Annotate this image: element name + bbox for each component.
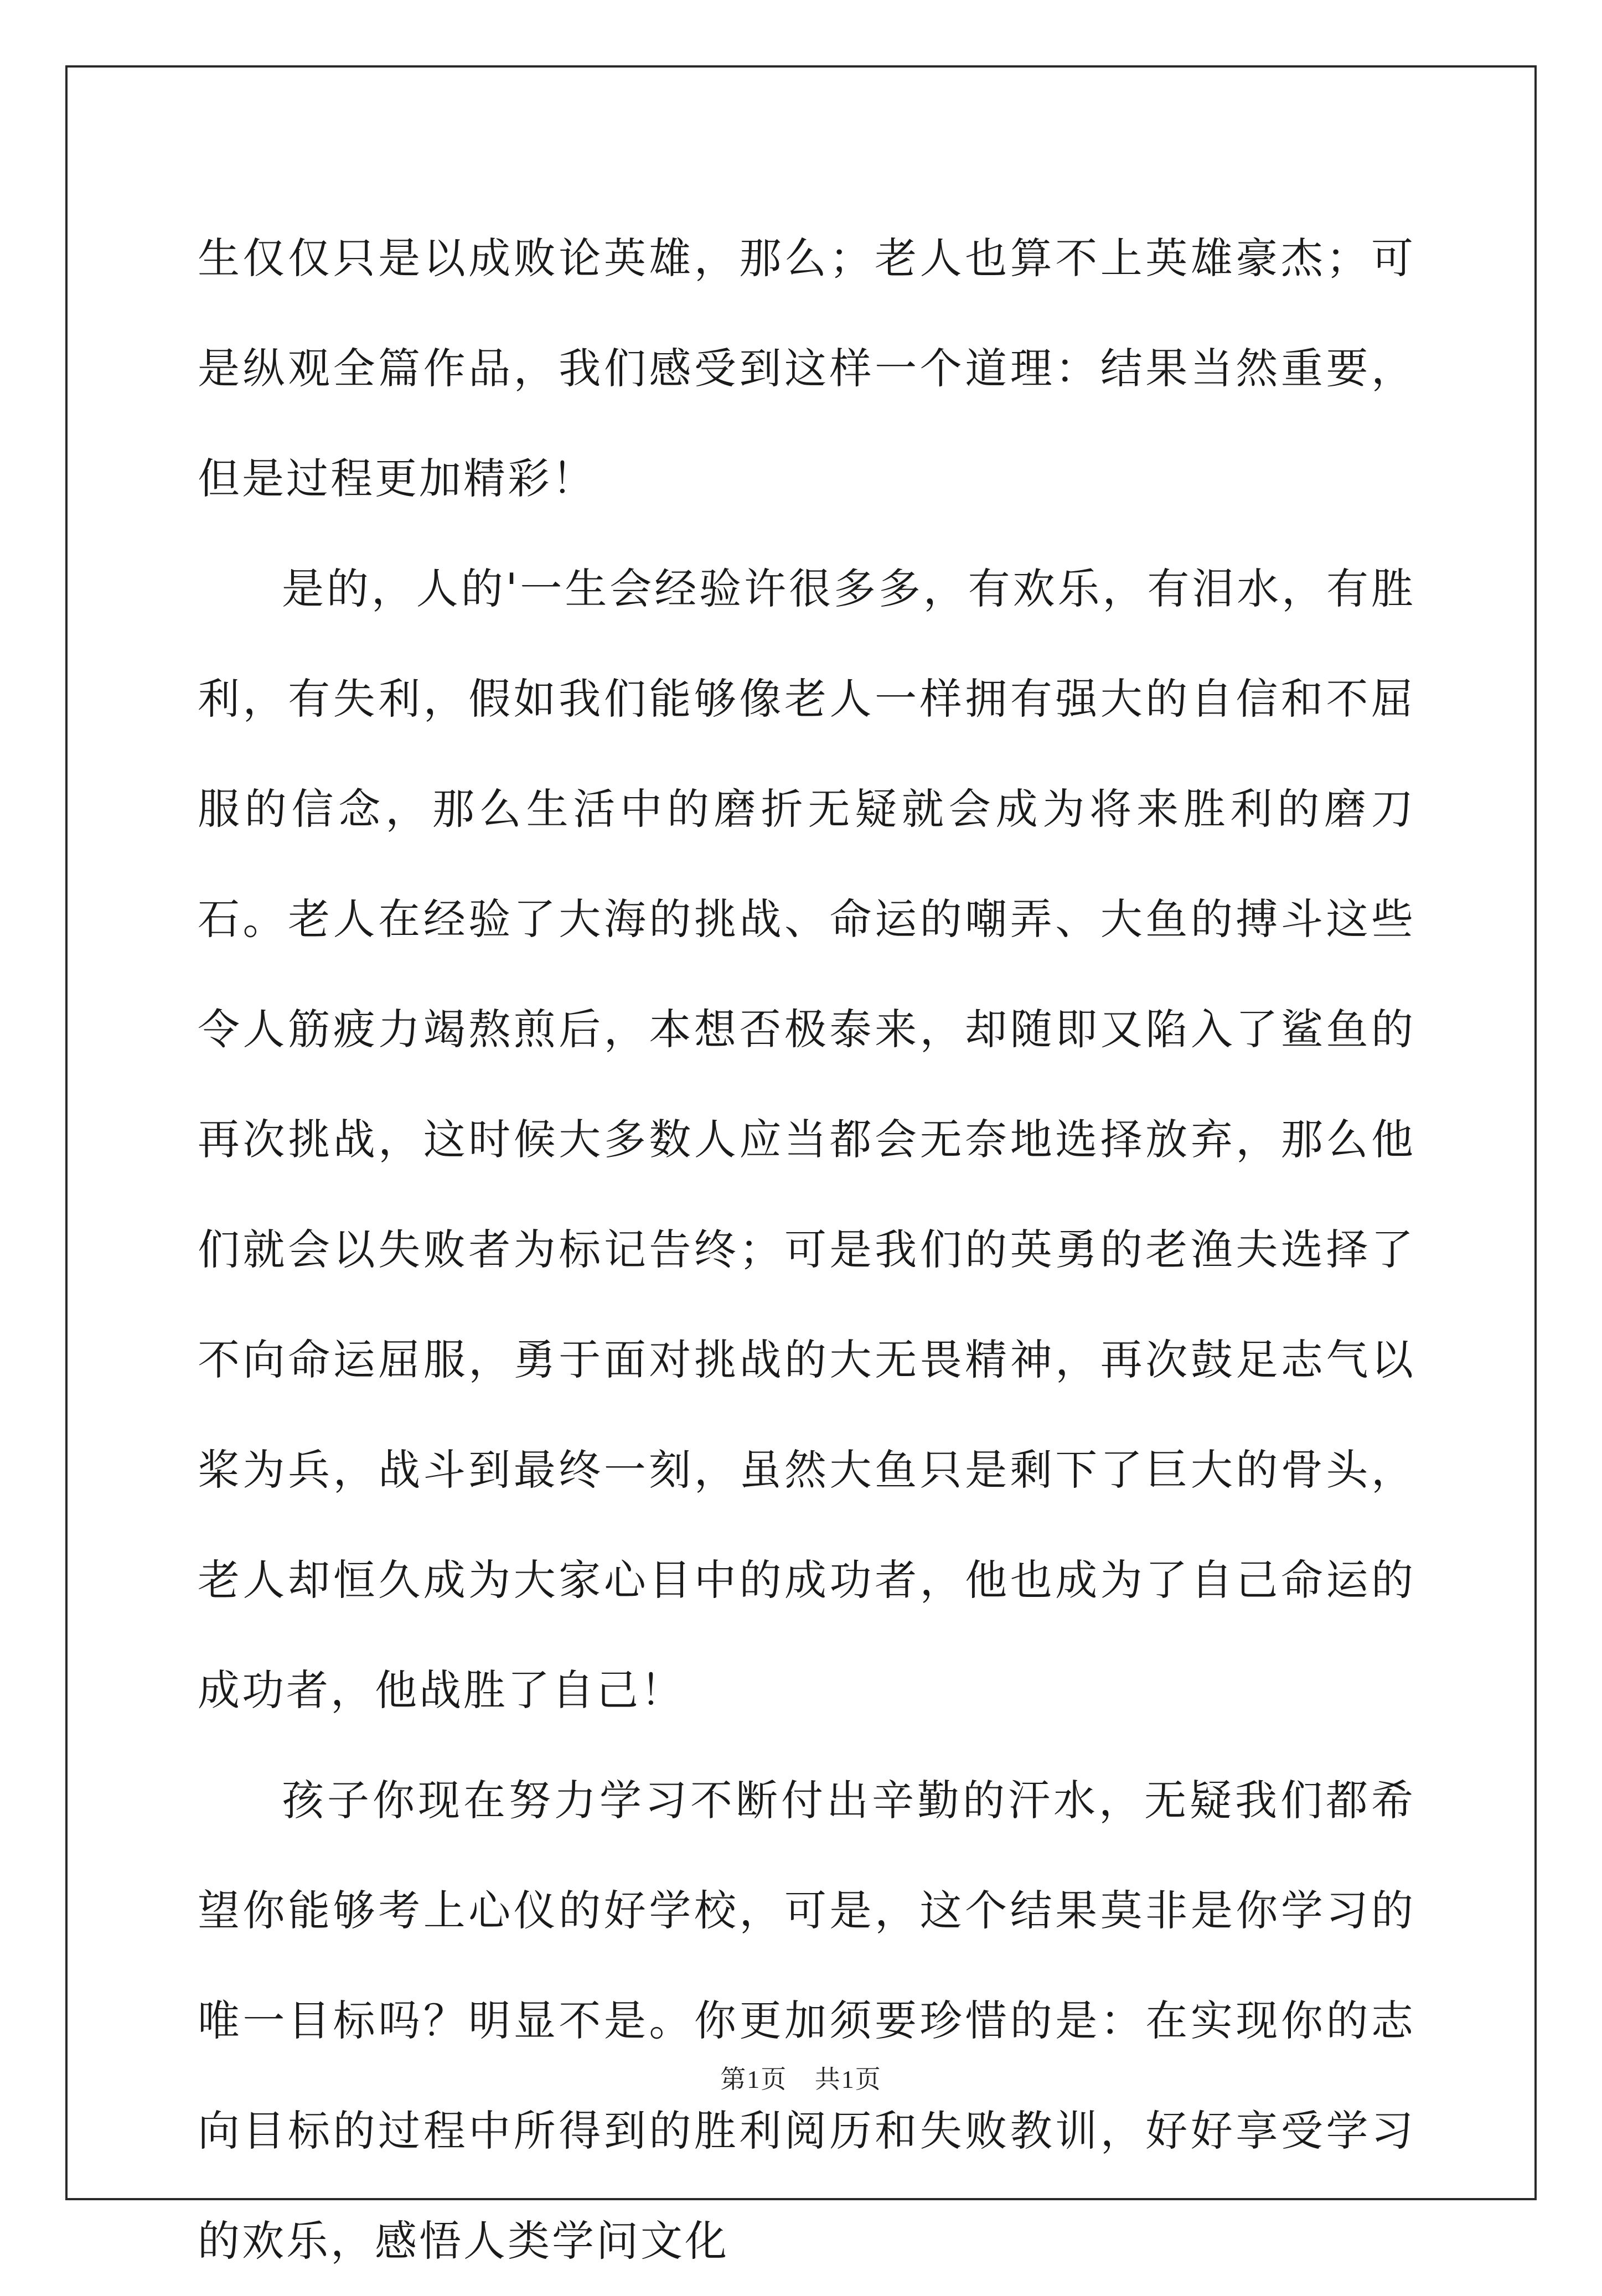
document-body <box>198 203 1415 2296</box>
paragraph-1: 生仅仅只是以成败论英雄，那么；老人也算不上英雄豪杰；可是纵观全篇作品，我们感受到这样一个道理：结果当然重要，但是过程更加精彩！ <box>198 234 1415 503</box>
paragraph-2: 是的，人的'一生会经验许很多多，有欢乐，有泪水，有胜利，有失利，假如我们能够像老人一样拥有强大的自信和不屈服的信念，那么生活中的磨折无疑就会成为将来胜利的磨刀石。老人在经验了大海的挑战、命运的嘲弄、大鱼的搏斗这些令人筋疲力竭熬煎后，本想否极泰来，却随即又陷入了鲨鱼的再次挑战，这时候大多数人应当都会无奈地选择放弃，那么他们就会以失败者为标记告终；可是我们的英勇的老渔夫选择了不向命运屈服，勇于面对挑战的大无畏精神，再次鼓足志气以桨为兵，战斗到最终一刻，虽然大鱼只是剩下了巨大的骨头，老人却恒久成为大家心目中的成功者，他也成为了自己命运的成功者，他战胜了自己！ <box>198 564 1415 1715</box>
paragraph-3: 孩子你现在努力学习不断付出辛勤的汗水，无疑我们都希望你能够考上心仪的好学校，可是，这个结果莫非是你学习的唯一目标吗？明显不是。你更加须要珍惜的是：在实现你的志向目标的过程中所得到的胜利阅历和失败教训，好好享受学习的欢乐，感悟人类学问文化 <box>198 1776 1415 2266</box>
page-total: 共1页 <box>814 2065 882 2093</box>
page-footer <box>0 2059 1602 2096</box>
page-number: 第1页 <box>720 2065 788 2093</box>
